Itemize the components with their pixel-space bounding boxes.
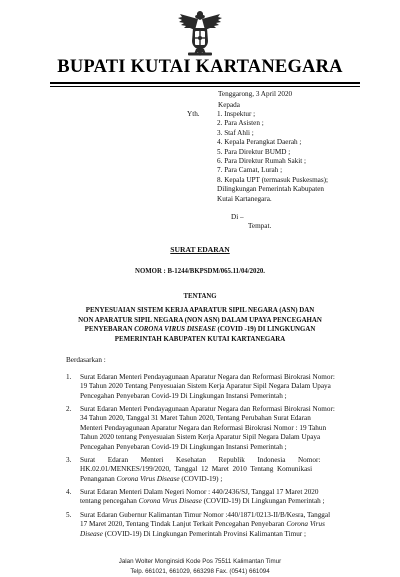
letter-type: SURAT EDARAN [170, 245, 230, 254]
recipient-item: Dilingkungan Pemerintah Kabupaten [217, 185, 324, 194]
item-line: Surat Edaran Menteri Pendayagunaan Aparatur Negara dan Reformasi Birokrasi Nomor: [80, 373, 335, 381]
letterhead-title: BUPATI KUTAI KARTANEGARA [57, 57, 343, 77]
letterhead-rule-thick [50, 82, 360, 84]
subject-line: PEMERINTAH KABUPATEN KUTAI KARTANEGARA [114, 335, 286, 343]
item-number: 3. [66, 456, 72, 464]
item-line: tentang pencegahan Corona Virus Disease (COVID-19) Di Lingkungan Pemerintah ; [80, 497, 325, 506]
list-item [80, 511, 334, 539]
letter-number: NOMOR : B-1244/BKPSDM/065.11/04/2020. [135, 268, 265, 275]
body-intro: Berdasarkan : [66, 356, 106, 364]
item-line: 34 Tahun 2020, Tanggal 31 Maret Tahun 2020, Tentang Perubahan Surat Edaran [80, 414, 311, 423]
recipient-item: Kutai Kartanegara. [217, 194, 272, 203]
recipient-item: 6. Para Direktur Rumah Sakit ; [217, 157, 307, 166]
footer-phone: Telp. 661021, 661029, 663298 Fax. (0541) 661094 [130, 568, 270, 575]
recipient-item: 5. Para Direktur BUMD ; [217, 147, 291, 156]
garuda-emblem-icon [176, 8, 224, 58]
recipient-list [217, 110, 328, 204]
item-line: Surat Edaran Menteri Pendayagunaan Aparatur Negara dan Reformasi Birokrasi Nomor: [80, 405, 335, 413]
list-item [80, 456, 334, 484]
addressee-di: Di – [231, 213, 244, 221]
list-item [80, 488, 334, 507]
item-line: Surat Edaran Menteri Kesehatan Republik Indonesia Nomor: [80, 456, 321, 464]
item-line: 19 Tahun 2020 Tentang Penyesuaian Sistem Kerja Aparatur Sipil Negara Dalam Upaya [80, 382, 331, 391]
recipient-item: 4. Kepala Perangkat Daerah ; [217, 138, 302, 147]
addressee-yth: Yth. [187, 110, 200, 118]
recipient-item: 3. Staf Ahli ; [217, 128, 254, 137]
item-line: HK.02.01/MENKES/199/2020, Tanggal 12 Maret 2010 Tentang Komunikasi [80, 465, 313, 474]
subject-line: NON APARATUR SIPIL NEGARA (NON ASN) DALAM UPAYA PENCEGAHAN [78, 316, 322, 324]
recipient-item: 1. Inspektur ; [217, 110, 256, 118]
item-number: 5. [66, 511, 72, 519]
recipient-item: 2. Para Asisten ; [217, 119, 264, 128]
item-line: Tahun 2020 tentang Penyesuaian Sistem Kerja Aparatur Sipil Negara Dalam Upaya [80, 433, 321, 442]
subject-line: PENYESUAIAN SISTEM KERJA APARATUR SIPIL NEGARA (ASN) DAN [85, 307, 315, 314]
footer-address: Jalan Wolter Monginsidi Kode Pos 75511 Kalimantan Timur [118, 558, 282, 565]
list-item [80, 373, 334, 401]
item-line: Surat Edaran Menteri Dalam Negeri Nomor : 440/2436/SJ, Tanggal 17 Maret 2020 [80, 488, 319, 496]
letter-tentang: TENTANG [183, 293, 217, 300]
addressee-tempat: Tempat. [248, 222, 272, 230]
recipient-item: 8. Kepala UPT (termasuk Puskesmas); [217, 175, 329, 184]
place-date: Tenggarong, 3 April 2020 [218, 90, 293, 98]
letterhead-rule-thin [50, 86, 360, 87]
item-line: Penanganan Corona Virus Disease (COVID-19) ; [80, 474, 223, 483]
item-line: 17 Maret 2020, Tentang Tindak Lanjut Terkait Pencegahan Penyebaran Corona Virus [80, 520, 325, 529]
list-item [80, 405, 334, 452]
item-line: Disease (COVID-19) Di Lingkungan Pemerintah Provinsi Kalimantan Timur ; [80, 529, 306, 538]
item-number: 2. [66, 405, 72, 413]
item-number: 4. [66, 488, 72, 496]
subject-line: PENYEBARAN CORONA VIRUS DISEASE (COVID -19) DI LINGKUNGAN [84, 326, 316, 333]
addressee-kepada: Kepada [218, 101, 240, 109]
item-line: Pencegahan Penyebaran Covid-19 Di Lingkungan Instansi Pemerintah ; [80, 442, 287, 451]
recipient-item: 7. Para Camat, Lurah ; [217, 166, 283, 175]
item-number: 1. [66, 373, 72, 381]
item-line: Surat Edaran Gubernur Kalimantan Timur Nomor :440/1871/0213-II/B/Kesra, Tanggal [80, 511, 331, 519]
item-line: Menteri Pendayagunaan Aparatur Negara dan Reformasi Birokrasi Nomor : 19 Tahun [80, 423, 327, 432]
item-line: Pencegahan Penyebaran Covid-19 Di Lingkungan Instansi Pemerintah ; [80, 391, 287, 400]
